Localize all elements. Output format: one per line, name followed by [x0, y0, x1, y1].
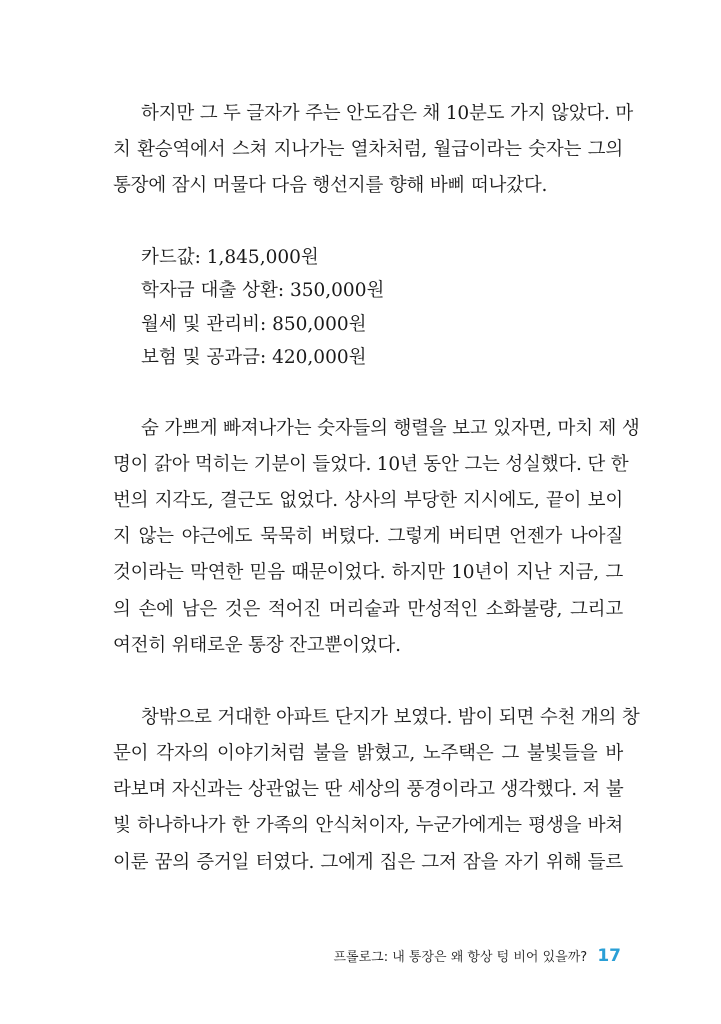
page-footer	[333, 946, 621, 966]
expense-item: 카드값: 1,845,000원	[141, 246, 319, 268]
paragraph-line: 의 손에 남은 것은 적어진 머리숱과 만성적인 소화불량, 그리고	[113, 598, 623, 620]
expense-item: 월세 및 관리비: 850,000원	[141, 313, 367, 335]
paragraph-line: 문이 각자의 이야기처럼 불을 밝혔고, 노주택은 그 불빛들을 바	[113, 743, 623, 765]
paragraph-line: 이룬 꿈의 증거일 터였다. 그에게 집은 그저 잠을 자기 위해 들르	[113, 851, 623, 873]
page-number: 17	[597, 946, 621, 966]
paragraph-gap	[113, 664, 623, 700]
paragraph-gap	[113, 205, 623, 241]
expense-item: 보험 및 공과금: 420,000원	[141, 347, 367, 369]
expense-list	[113, 241, 623, 375]
paragraph-gap	[113, 375, 623, 411]
paragraph-line: 치 환승역에서 스쳐 지나가는 열차처럼, 월급이라는 숫자는 그의	[113, 139, 623, 161]
running-title: 프롤로그: 내 통장은 왜 항상 텅 비어 있을까?	[333, 950, 588, 965]
paragraph-line: 창밖으로 거대한 아파트 단지가 보였다. 밤이 되면 수천 개의 창	[141, 706, 640, 728]
paragraph-line: 하지만 그 두 글자가 주는 안도감은 채 10분도 가지 않았다. 마	[141, 103, 634, 124]
paragraph-line: 것이라는 막연한 믿음 때문이었다. 하지만 10년이 지난 지금, 그	[113, 562, 623, 584]
paragraph-1	[113, 96, 634, 205]
paragraph-line: 여전히 위태로운 통장 잔고뿐이었다.	[113, 634, 401, 656]
paragraph-line: 숨 가쁘게 빠져나가는 숫자들의 행렬을 보고 있자면, 마치 제 생	[141, 417, 640, 439]
expense-item: 학자금 대출 상환: 350,000원	[141, 280, 385, 302]
paragraph-line: 빛 하나하나가 한 가족의 안식처이자, 누군가에게는 평생을 바쳐	[113, 815, 623, 837]
paragraph-line: 명이 갉아 먹히는 기분이 들었다. 10년 동안 그는 성실했다. 단 한	[113, 453, 629, 475]
paragraph-3	[113, 700, 640, 881]
paragraph-2	[113, 411, 640, 664]
paragraph-line: 통장에 잠시 머물다 다음 행선지를 향해 바삐 떠나갔다.	[113, 175, 548, 197]
paragraph-line: 라보며 자신과는 상관없는 딴 세상의 풍경이라고 생각했다. 저 불	[113, 779, 624, 801]
paragraph-line: 번의 지각도, 결근도 없었다. 상사의 부당한 지시에도, 끝이 보이	[113, 489, 623, 511]
paragraph-line: 지 않는 야근에도 묵묵히 버텼다. 그렇게 버티면 언젠가 나아질	[113, 526, 623, 548]
page-body	[113, 96, 640, 881]
